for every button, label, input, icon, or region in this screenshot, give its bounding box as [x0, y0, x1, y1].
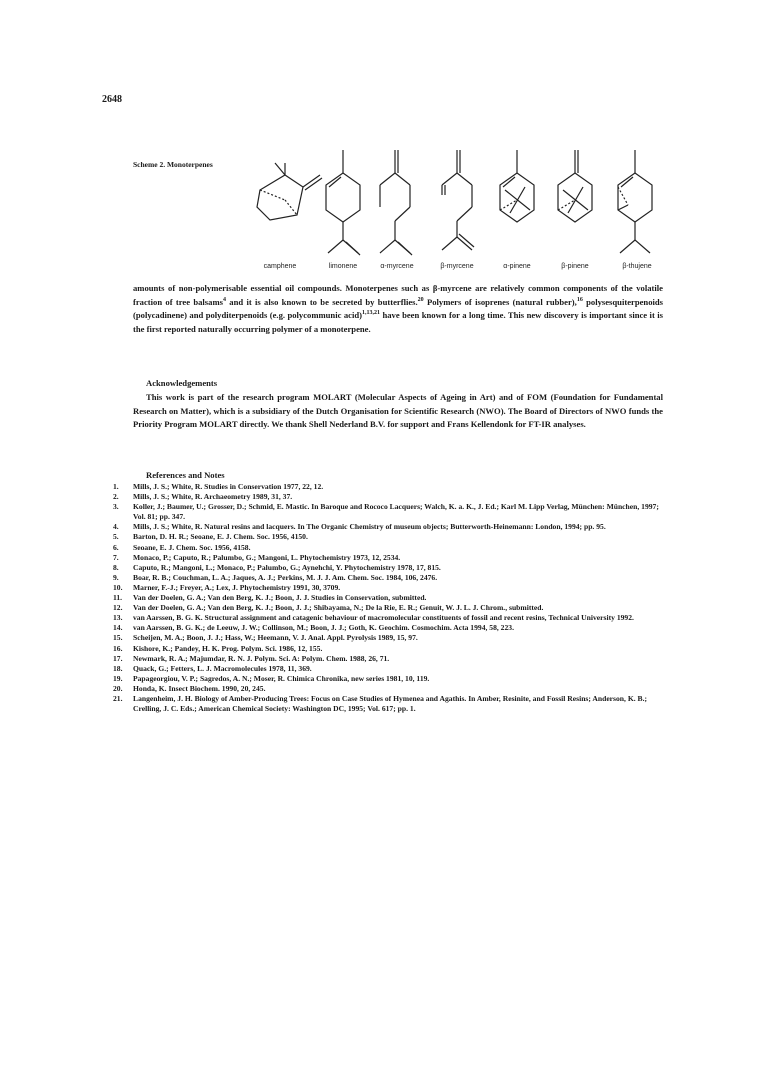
reference-number: 3. — [113, 502, 119, 512]
reference-text: Van der Doelen, G. A.; Van den Berg, K. J.; Boon, J. J.; Shibayama, N.; De la Rie, E. R.; Genuit, W. J. L. J. Chrom., submitted. — [133, 603, 544, 613]
reference-item — [113, 623, 673, 633]
alpha-myrcene-structure — [380, 150, 412, 255]
limonene-structure — [326, 150, 360, 255]
body-text-segment: have been known for a long time. This new discovery is important since it is the first reported naturally occurring polymer of a monoterpene. — [133, 310, 663, 334]
reference-item — [113, 482, 673, 492]
reference-number: 17. — [113, 653, 123, 663]
reference-item — [113, 543, 673, 553]
reference-number: 13. — [113, 613, 123, 623]
reference-text: Kishore, K.; Pandey, H. K. Prog. Polym. Sci. 1986, 12, 155. — [133, 643, 323, 653]
reference-number: 6. — [113, 542, 119, 552]
scheme-label-camphene: camphene — [263, 263, 297, 270]
reference-text: Monaco, P.; Caputo, R.; Palumbo, G.; Mangoni, L. Phytochemistry 1973, 12, 2534. — [133, 552, 401, 562]
citation-superscript: 16 — [576, 296, 583, 303]
reference-number: 4. — [113, 522, 119, 532]
reference-item — [113, 583, 673, 593]
reference-number: 9. — [113, 572, 119, 582]
scheme-structures — [245, 145, 675, 275]
references-heading: References and Notes — [146, 470, 225, 480]
reference-number: 8. — [113, 562, 119, 572]
alpha-pinene-structure — [500, 150, 534, 222]
reference-item — [113, 644, 673, 654]
reference-text: Marner, F.-J.; Freyer, A.; Lex, J. Phytochemistry 1991, 30, 3709. — [133, 582, 341, 592]
reference-text: Scheijen, M. A.; Boon, J. J.; Hass, W.; Heemann, V. J. Anal. Appl. Pyrolysis 1989, 15, 97. — [133, 633, 418, 643]
reference-item — [113, 593, 673, 603]
reference-number: 11. — [113, 593, 123, 603]
reference-item — [113, 563, 673, 573]
reference-text: Van der Doelen, G. A.; Van den Berg, K. J.; Boon, J. J. Studies in Conservation, submitted. — [133, 593, 427, 603]
reference-number: 19. — [113, 673, 123, 683]
reference-text: Newmark, R. A.; Majumdar, R. N. J. Polym. Sci. A: Polym. Chem. 1988, 26, 71. — [133, 653, 390, 663]
reference-text: Boar, R. B.; Couchman, L. A.; Jaques, A. J.; Perkins, M. J. J. Am. Chem. Soc. 1984, 106, 2476. — [133, 572, 438, 582]
citation-superscript: 4 — [222, 296, 226, 303]
acknowledgements-text: This work is part of the research program MOLART (Molecular Aspects of Ageing in Art) and of FOM (Foundation for Fundamental Research on Matter), which is a subsidiary of the Dutch Organisation for Scientific Research (NWO). The Board of Directors of NWO funds the Priority Program MOLART directly. We thank Shell Nederland B.V. for support and Frans Kellendonk for FT-IR analyses. — [133, 392, 663, 429]
reference-text: van Aarssen, B. G. K. Structural assignment and catagenic behaviour of macromolecular constituents of fossil and recent resins, Technical University 1992. — [133, 613, 634, 623]
citation-superscript: 20 — [417, 296, 424, 303]
reference-text: Caputo, R.; Mangoni, L.; Monaco, P.; Palumbo, G.; Aynehchi, Y. Phytochemistry 1978, 17, 815. — [133, 562, 441, 572]
body-text-segment: Polymers of isoprenes (natural rubber), — [423, 296, 577, 307]
scheme-label-beta-thujene: β-thujene — [622, 263, 652, 270]
beta-pinene-structure — [558, 150, 592, 222]
reference-number: 15. — [113, 633, 123, 643]
reference-text: van Aarssen, B. G. K.; de Leeuw, J. W.; Collinson, M.; Boon, J. J.; Goth, K. Geochim. Cosmochim. Acta 1994, 58, 223. — [133, 623, 514, 633]
reference-text: Koller, J.; Baumer, U.; Grosser, D.; Schmid, E. Mastic. In Baroque and Rococo Lacquers; Walch, K. a. K., J. Ed.; Karl M. Lipp Verlag, München: München, 1997; Vol. 81; pp. 347. — [133, 502, 659, 522]
beta-myrcene-structure — [442, 150, 474, 250]
reference-item — [113, 674, 673, 684]
reference-item — [113, 613, 673, 623]
reference-item — [113, 573, 673, 583]
reference-item — [113, 603, 673, 613]
reference-number: 14. — [113, 623, 123, 633]
reference-item — [113, 633, 673, 643]
reference-text: Mills, J. S.; White, R. Studies in Conservation 1977, 22, 12. — [133, 482, 324, 491]
reference-text: Seoane, E. J. Chem. Soc. 1956, 4158. — [133, 542, 251, 552]
beta-thujene-structure — [618, 150, 652, 253]
reference-number: 5. — [113, 532, 119, 542]
reference-text: Quack, G.; Fetters, L. J. Macromolecules 1978, 11, 369. — [133, 663, 312, 673]
reference-number: 2. — [113, 492, 119, 502]
scheme-label-limonene: limonene — [328, 263, 358, 270]
reference-number: 12. — [113, 603, 123, 613]
reference-text: Papageorgiou, V. P.; Sagredos, A. N.; Moser, R. Chimica Chronika, new series 1981, 10, 119. — [133, 673, 430, 683]
reference-text: Mills, J. S.; White, R. Archaeometry 1989, 31, 37. — [133, 492, 293, 502]
scheme-label-alpha-pinene: α-pinene — [503, 263, 531, 270]
reference-text: Langenheim, J. H. Biology of Amber-Producing Trees: Focus on Case Studies of Hymenea and Agathis. In Amber, Resinite, and Fossil Resins; Anderson, K. B.; Crelling, J. C. Eds.; American Chemical Society: Washington DC, 1995; Vol. 617; pp. 1. — [133, 693, 648, 714]
reference-item — [113, 522, 673, 532]
reference-item — [113, 684, 673, 694]
scheme-label-beta-myrcene: β-myrcene — [440, 263, 474, 270]
scheme-label-beta-pinene: β-pinene — [561, 263, 589, 270]
camphene-structure — [257, 163, 322, 220]
reference-item — [113, 694, 673, 714]
page-number: 2648 — [102, 94, 122, 105]
reference-number: 7. — [113, 552, 119, 562]
reference-text: Mills, J. S.; White, R. Natural resins and lacquers. In The Organic Chemistry of museum objects; Butterworth-Heinemann: London, 1994; pp. 95. — [133, 522, 606, 532]
reference-number: 10. — [113, 582, 123, 592]
reference-number: 21. — [113, 693, 123, 703]
reference-text: Honda, K. Insect Biochem. 1990, 20, 245. — [133, 683, 266, 693]
reference-item — [113, 654, 673, 664]
body-paragraph — [133, 282, 663, 336]
reference-item — [113, 532, 673, 542]
reference-item — [113, 502, 673, 522]
reference-number: 1. — [113, 482, 119, 491]
reference-number: 18. — [113, 663, 123, 673]
body-text-segment: polysesquiterpenoids (polycadinene) and polyditerpenoids (e.g. polycommunic acid) — [133, 296, 664, 320]
acknowledgements-heading: Acknowledgements — [146, 378, 218, 388]
reference-number: 16. — [113, 643, 123, 653]
reference-item — [113, 664, 673, 674]
scheme-label-alpha-myrcene: α-myrcene — [380, 263, 414, 270]
references-list — [113, 482, 673, 714]
reference-item — [113, 492, 673, 502]
reference-item — [113, 553, 673, 563]
reference-number: 20. — [113, 683, 123, 693]
body-text-segment: amounts of non-polymerisable essential oil compounds. Monoterpenes such as β-myrcene are relatively common components of the volatile fraction of tree balsams — [133, 283, 663, 307]
reference-text: Barton, D. H. R.; Seoane, E. J. Chem. Soc. 1956, 4150. — [133, 532, 308, 542]
citation-superscript: 1,13,21 — [362, 310, 380, 317]
scheme-title: Scheme 2. Monoterpenes — [133, 160, 213, 169]
body-text-segment: and it is also known to be secreted by butterflies. — [225, 296, 418, 307]
